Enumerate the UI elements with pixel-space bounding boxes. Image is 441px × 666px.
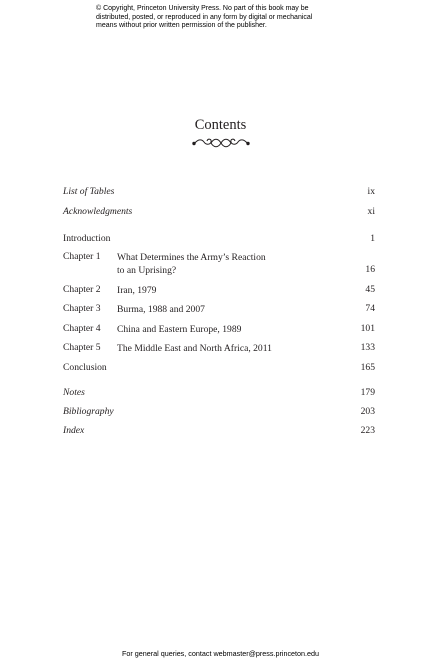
chapter-number: Chapter 5	[63, 342, 101, 353]
copyright-line: © Copyright, Princeton University Press. No part of this book may be	[96, 5, 309, 12]
toc-page-number: xi	[367, 206, 375, 217]
copyright-line: distributed, posted, or reproduced in any form by digital or mechanical	[96, 13, 313, 21]
toc-label: Notes	[63, 387, 85, 398]
toc-label: Acknowledgments	[63, 206, 133, 217]
toc-page-number: ix	[367, 186, 375, 197]
toc-page-number: 203	[360, 406, 375, 417]
chapter-title	[117, 251, 266, 277]
footer-contact: For general queries, contact webmaster@press.princeton.edu	[121, 649, 320, 658]
toc-page-number: 165	[360, 362, 375, 373]
chapter-title: China and Eastern Europe, 1989	[117, 324, 242, 335]
chapter-number: Chapter 1	[63, 251, 101, 262]
toc-page-number: 101	[360, 323, 375, 334]
toc-page-number: 45	[365, 284, 375, 295]
chapter-number: Chapter 4	[63, 323, 101, 334]
chapter-title: Burma, 1988 and 2007	[117, 304, 205, 315]
toc-page-number: 179	[360, 387, 375, 398]
toc-label: Introduction	[63, 233, 111, 244]
chapter-number: Chapter 3	[63, 303, 101, 314]
toc-label: Conclusion	[63, 362, 107, 373]
chapter-number: Chapter 2	[63, 284, 101, 295]
toc-label: List of Tables	[63, 186, 115, 197]
toc-label: Bibliography	[63, 406, 114, 417]
toc-page-number: 16	[365, 264, 375, 275]
page-title: Contents	[194, 117, 247, 133]
chapter-title: Iran, 1979	[117, 285, 157, 296]
toc-page-number: 74	[365, 303, 375, 314]
copyright-line: means without prior written permission of the publisher.	[96, 22, 267, 30]
toc-page-number: 1	[370, 233, 375, 244]
chapter-title: The Middle East and North Africa, 2011	[117, 343, 272, 354]
toc-label: Index	[63, 425, 85, 436]
chapter-title-line: What Determines the Army’s Reaction	[117, 252, 266, 263]
toc-page-number: 223	[360, 425, 375, 436]
chapter-title-line: to an Uprising?	[117, 265, 177, 276]
toc-page-number: 133	[360, 342, 375, 353]
